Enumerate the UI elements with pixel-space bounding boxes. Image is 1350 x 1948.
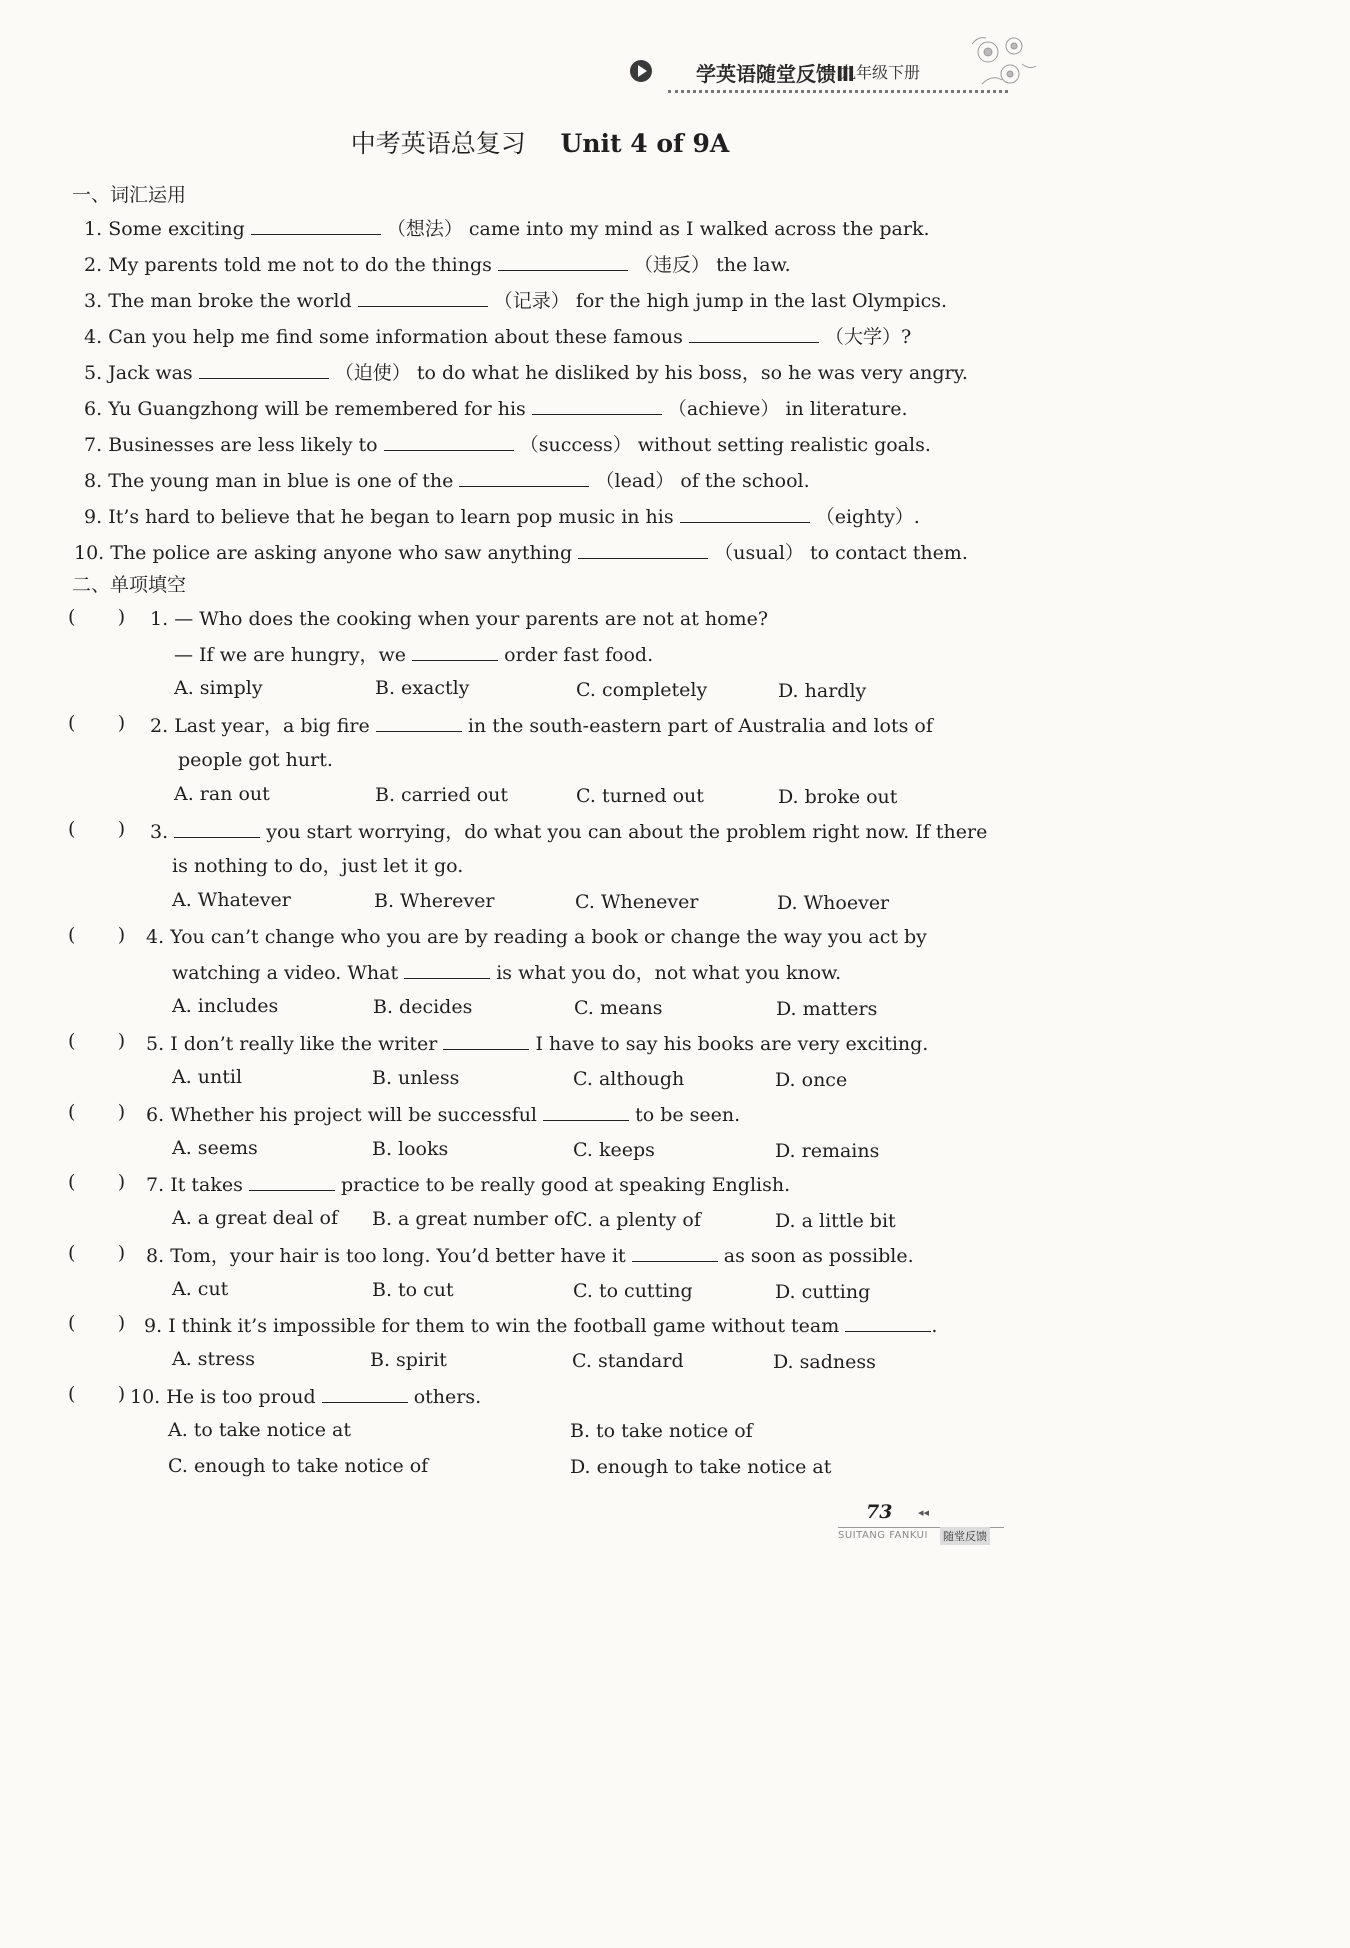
option-c[interactable]: C. standard (572, 1350, 684, 1372)
option-a[interactable]: A. a great deal of (172, 1207, 338, 1229)
answer-paren[interactable]: ( ) (68, 924, 126, 946)
vocab-item-4: 4. Can you help me find some information about these famous （大学）? (84, 326, 912, 348)
answer-blank[interactable] (532, 396, 662, 415)
vocab-item-8: 8. The young man in blue is one of the （lead） of the school. (84, 470, 810, 492)
option-c[interactable]: C. means (574, 997, 663, 1019)
mc-question-2-line-1: 2. Last year，a big fire in the south-eastern part of Australia and lots of (150, 715, 933, 737)
mc-question-6-line-1: 6. Whether his project will be successful to be seen. (146, 1104, 741, 1126)
mc-question-3-line-1: 3. you start worrying，do what you can about the problem right now. If there (150, 821, 988, 843)
answer-blank[interactable] (689, 324, 819, 343)
answer-blank[interactable] (199, 360, 329, 379)
answer-paren[interactable]: ( ) (68, 1312, 126, 1334)
option-c[interactable]: C. keeps (573, 1139, 655, 1161)
answer-blank[interactable] (412, 642, 498, 661)
option-d[interactable]: D. cutting (775, 1281, 871, 1303)
option-d[interactable]: D. enough to take notice at (570, 1456, 832, 1478)
option-a[interactable]: A. Whatever (172, 889, 291, 911)
option-c[interactable]: C. completely (576, 679, 708, 701)
option-b[interactable]: B. Wherever (374, 890, 495, 912)
option-b[interactable]: B. looks (372, 1138, 449, 1160)
mc-question-4-line-1: 4. You can’t change who you are by reading a book or change the way you act by (146, 926, 927, 948)
option-a[interactable]: A. to take notice at (168, 1419, 351, 1441)
option-b[interactable]: B. decides (373, 996, 473, 1018)
option-b[interactable]: B. spirit (370, 1349, 447, 1371)
answer-blank[interactable] (404, 960, 490, 979)
option-c[interactable]: C. Whenever (575, 891, 699, 913)
option-d[interactable]: D. broke out (778, 786, 898, 808)
mc-question-8-line-1: 8. Tom，your hair is too long. You’d better have it as soon as possible. (146, 1245, 914, 1267)
option-a[interactable]: A. includes (172, 995, 279, 1017)
dotted-rule (668, 90, 1008, 93)
mc-question-4-line-2: watching a video. What is what you do，not what you know. (172, 962, 842, 984)
answer-paren[interactable]: ( ) (68, 818, 126, 840)
vocab-item-2: 2. My parents told me not to do the things （违反） the law. (84, 254, 791, 276)
option-c[interactable]: C. enough to take notice of (168, 1455, 429, 1477)
vocab-item-5: 5. Jack was （迫使） to do what he disliked by his boss，so he was very angry. (84, 362, 968, 384)
answer-blank[interactable] (384, 432, 514, 451)
answer-blank[interactable] (249, 1172, 335, 1191)
option-b[interactable]: B. unless (372, 1067, 460, 1089)
option-a[interactable]: A. ran out (174, 783, 270, 805)
mc-question-1-line-1: 1. — Who does the cooking when your parents are not at home? (150, 608, 769, 630)
option-d[interactable]: D. once (775, 1069, 848, 1091)
answer-blank[interactable] (578, 540, 708, 559)
option-a[interactable]: A. cut (172, 1278, 229, 1300)
answer-blank[interactable] (443, 1031, 529, 1050)
vocab-item-6: 6. Yu Guangzhong will be remembered for his （achieve） in literature. (84, 398, 908, 420)
mc-question-1-line-2: — If we are hungry，we order fast food. (174, 644, 654, 666)
option-a[interactable]: A. stress (172, 1348, 256, 1370)
answer-paren[interactable]: ( ) (68, 1171, 126, 1193)
answer-blank[interactable] (632, 1243, 718, 1262)
option-b[interactable]: B. to cut (372, 1279, 454, 1301)
page-number: 73 (866, 1501, 893, 1523)
mc-question-3-line-2: is nothing to do，just let it go. (172, 855, 464, 877)
answer-blank[interactable] (680, 504, 810, 523)
vocab-item-10: 10. The police are asking anyone who saw anything （usual） to contact them. (74, 542, 968, 564)
option-c[interactable]: C. although (573, 1068, 685, 1090)
option-b[interactable]: B. carried out (375, 784, 509, 806)
mc-question-10-line-1: 10. He is too proud others. (130, 1386, 482, 1408)
answer-paren[interactable]: ( ) (68, 1242, 126, 1264)
section-vocabulary-heading: 一、词汇运用 (72, 184, 187, 206)
answer-blank[interactable] (543, 1102, 629, 1121)
arrows-icon: ◂◂ (918, 1506, 930, 1519)
option-c[interactable]: C. to cutting (573, 1280, 693, 1302)
answer-blank[interactable] (358, 288, 488, 307)
answer-blank[interactable] (376, 713, 462, 732)
option-c[interactable]: C. turned out (576, 785, 704, 807)
flower-decoration-icon (962, 24, 1042, 104)
answer-paren[interactable]: ( ) (68, 606, 126, 628)
answer-paren[interactable]: ( ) (68, 1101, 126, 1123)
vocab-item-7: 7. Businesses are less likely to （success） without setting realistic goals. (84, 434, 931, 456)
option-d[interactable]: D. remains (775, 1140, 880, 1162)
option-d[interactable]: D. matters (776, 998, 878, 1020)
option-b[interactable]: B. exactly (375, 677, 470, 699)
mc-question-2-line-2: people got hurt. (178, 749, 333, 771)
option-d[interactable]: D. hardly (778, 680, 867, 702)
mc-question-5-line-1: 5. I don’t really like the writer I have to say his books are very exciting. (146, 1033, 929, 1055)
footer-brand-zh: 随堂反馈 (940, 1527, 990, 1545)
answer-blank[interactable] (322, 1384, 408, 1403)
title-zh: 中考英语总复习 (350, 129, 526, 158)
option-a[interactable]: A. simply (174, 677, 263, 699)
answer-blank[interactable] (845, 1313, 931, 1332)
option-a[interactable]: A. until (172, 1066, 243, 1088)
page-title (0, 124, 1080, 160)
option-d[interactable]: D. Whoever (777, 892, 890, 914)
option-d[interactable]: D. a little bit (775, 1210, 896, 1232)
option-b[interactable]: B. a great number of (372, 1208, 573, 1230)
play-icon (630, 60, 652, 82)
vocab-item-9: 9. It’s hard to believe that he began to learn pop music in his （eighty）. (84, 506, 920, 528)
mc-question-9-line-1: 9. I think it’s impossible for them to win the football game without team . (144, 1315, 938, 1337)
option-a[interactable]: A. seems (172, 1137, 258, 1159)
answer-blank[interactable] (498, 252, 628, 271)
answer-paren[interactable]: ( ) (68, 1383, 126, 1405)
answer-blank[interactable] (251, 216, 381, 235)
answer-blank[interactable] (174, 819, 260, 838)
option-c[interactable]: C. a plenty of (573, 1209, 701, 1231)
vocab-item-1: 1. Some exciting （想法） came into my mind as I walked across the park. (84, 218, 930, 240)
answer-blank[interactable] (459, 468, 589, 487)
grade-label: 九年级下册 (840, 63, 921, 82)
answer-paren[interactable]: ( ) (68, 1030, 126, 1052)
series-title: 学英语随堂反馈Ⅲ (696, 62, 855, 86)
footer-brand-en: SUITANG FANKUI (838, 1530, 928, 1541)
mc-question-7-line-1: 7. It takes practice to be really good at speaking English. (146, 1174, 791, 1196)
title-en: Unit 4 of 9A (560, 129, 730, 158)
vocab-item-3: 3. The man broke the world （记录） for the high jump in the last Olympics. (84, 290, 948, 312)
option-d[interactable]: D. sadness (773, 1351, 876, 1373)
answer-paren[interactable]: ( ) (68, 712, 126, 734)
section-multiple-choice-heading: 二、单项填空 (72, 574, 187, 596)
option-b[interactable]: B. to take notice of (570, 1420, 753, 1442)
